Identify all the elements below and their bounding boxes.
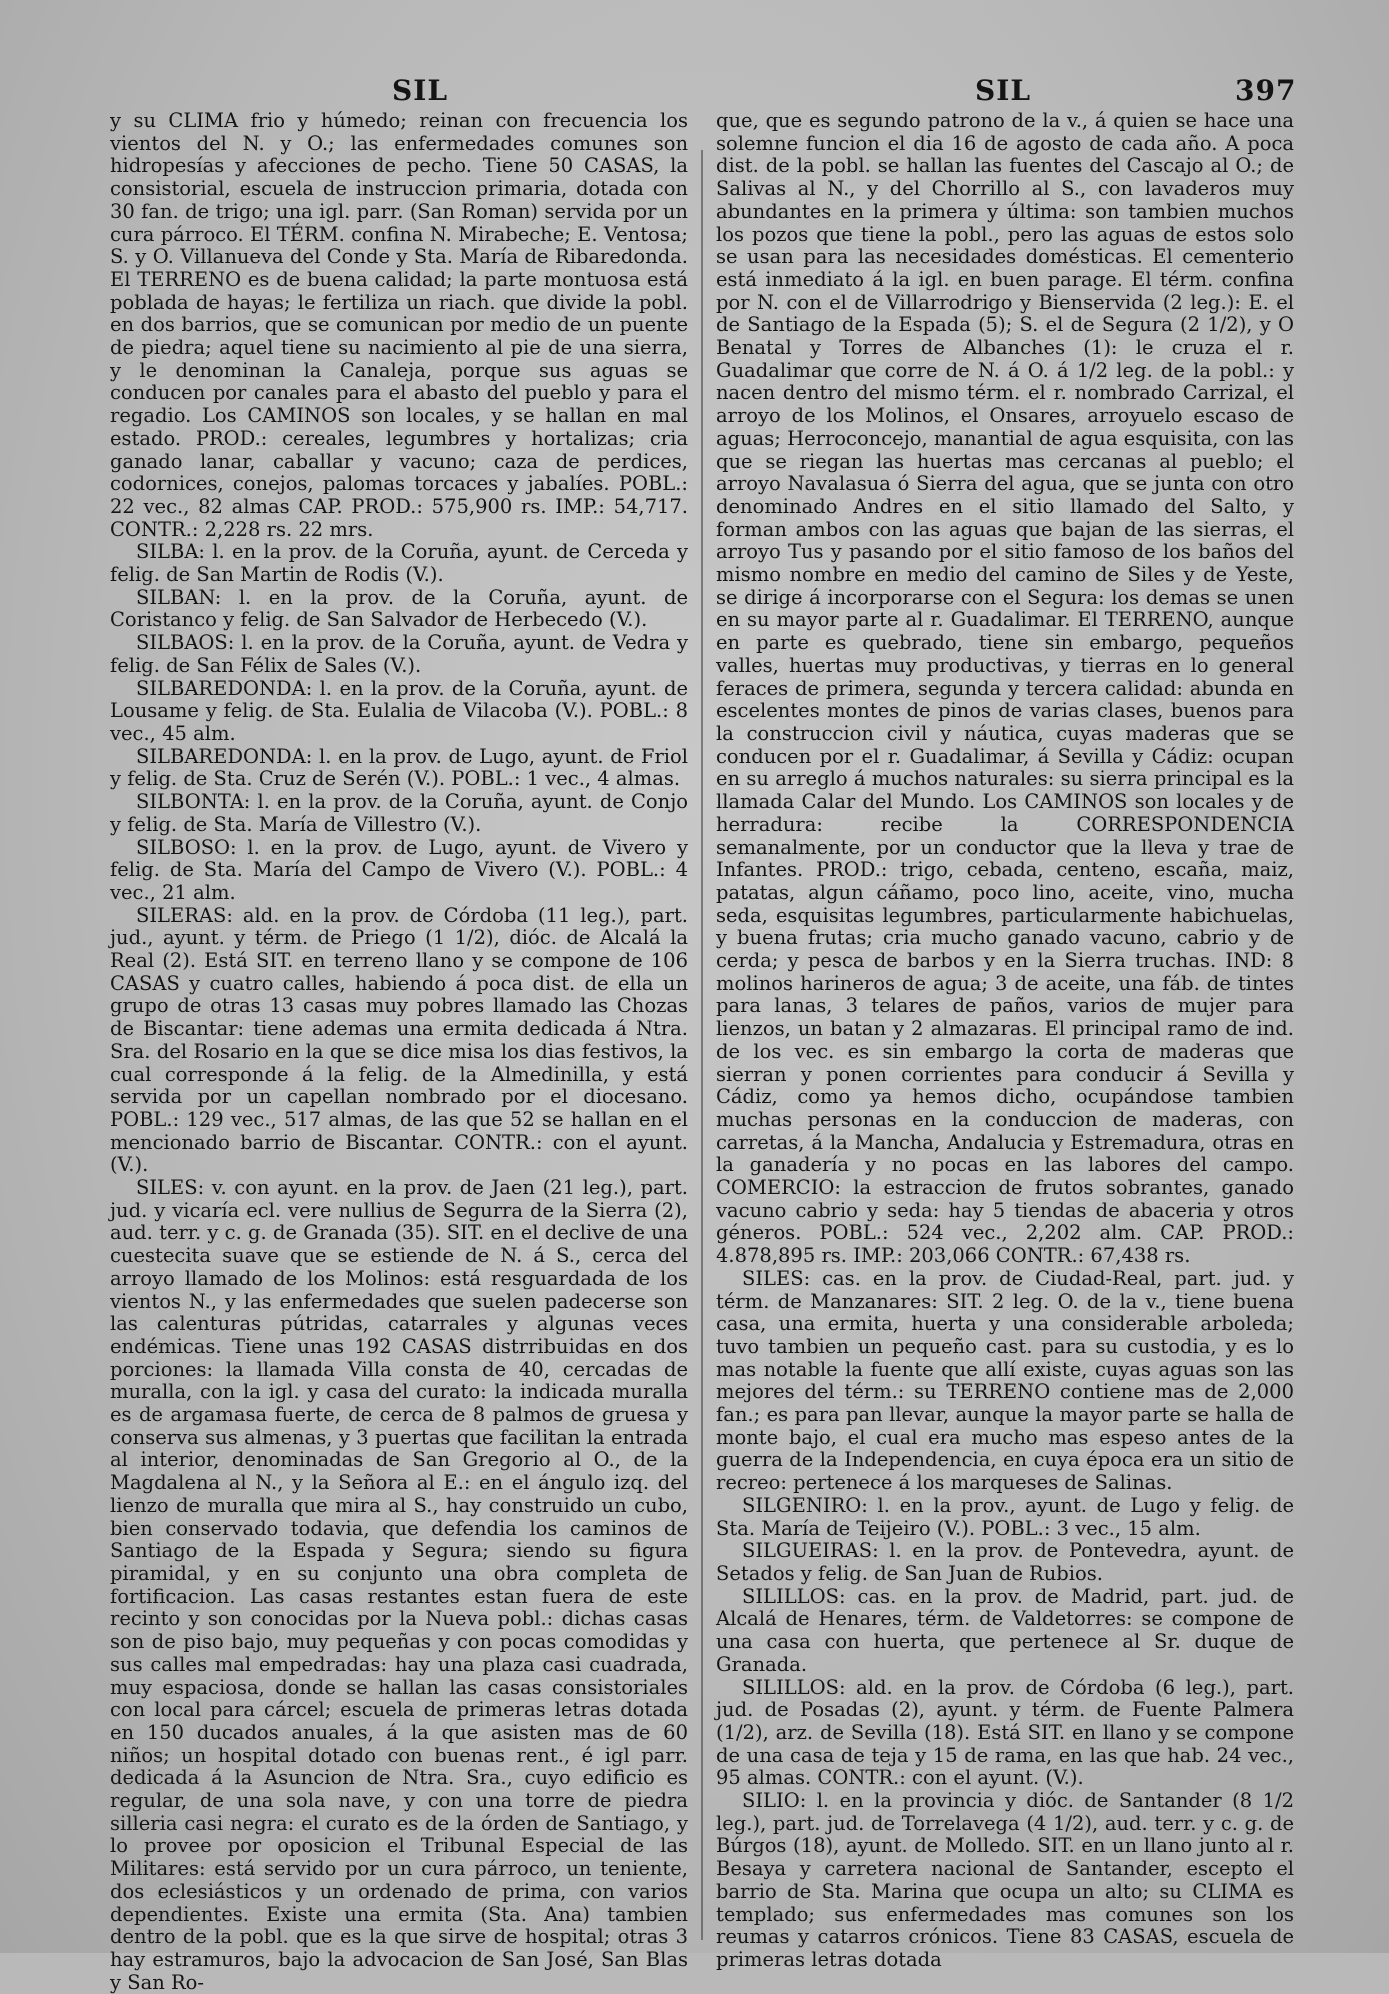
entry-silgueiras: SILGUEIRAS: l. en la prov. de Pontevedra, ayunt. de Setados y felig. de San Juan de Rubios. [716, 1539, 1294, 1585]
entry-paragraph: y su CLIMA frio y húmedo; reinan con frecuencia los vientos del N. y O.; las enfermedades comunes son hidropesías y afecciones de pecho. Tiene 50 CASAS, la consistorial, escuela de instruccion primaria, dotada con 30 fan. de trigo; una igl. parr. (San Roman) servida por un cura párroco. El TÉRM. confina N. Mirabeche; E. Ventosa; S. y O. Villanueva del Conde y Sta. María de Ribaredonda. El TERRENO es de buena calidad; la parte montuosa está poblada de hayas; le fertiliza un riach. que divide la pobl. en dos barrios, que se comunican por medio de un puente de piedra; aquel tiene su nacimiento al pie de una sierra, y le denominan la Canaleja, porque sus aguas se conducen por canales para el abasto del pueblo y para el regadio. Los CAMINOS son locales, y se hallan en mal estado. PROD.: cereales, legumbres y hortalizas; cria ganado lanar, caballar y vacuno; caza de perdices, codornices, conejos, palomas torcaces y jabalíes. POBL.: 22 vec., 82 almas CAP. PROD.: 575,900 rs. IMP.: 54,717. CONTR.: 2,228 rs. 22 mrs. [110, 109, 688, 541]
entry-silbaos: SILBAOS: l. en la prov. de la Coruña, ayunt. de Vedra y felig. de San Félix de Sales (V.). [110, 631, 688, 677]
entry-siles-jaen: SILES: v. con ayunt. en la prov. de Jaen (21 leg.), part. jud. y vicaría ecl. vere nullius de Segurra de la Sierra (2), aud. terr. y c. g. de Granada (35). SIT. en el declive de una cuestecita suave que se estiende de N. á S., cerca del arroyo llamado de los Molinos: está resguardada de los vientos N., y las enfermedades que suelen padecerse son las calenturas pútridas, catarrales y algunas veces endémicas. Tiene unas 192 CASAS distrribuidas en dos porciones: la llamada Villa consta de 40, cercadas de muralla, con la igl. y casa del curato: la indicada muralla es de argamasa fuerte, de cerca de 8 palmos de gruesa y conserva sus almenas, y 3 puertas que facilitan la entrada al interior, denominadas de San Gregorio al O., de la Magdalena al N., y la Señora al E.: en el ángulo izq. del lienzo de muralla que mira al S., hay construido un cubo, bien conservado todavia, que defendia los caminos de Santiago de la Espada y Segura; siendo su figura piramidal, y en su conjunto una obra completa de fortificacion. Las casas restantes estan fuera de este recinto y son conocidas por la Nueva pobl.: dichas casas son de piso bajo, muy pequeñas y con pocas comodidas y sus calles mal empedradas: hay una plaza casi cuadrada, muy espaciosa, donde se hallan las casas consistoriales con local para cárcel; escuela de primeras letras dotada en 150 ducados anuales, á la que asisten mas de 60 niños; un hospital dotado con buenas rent., é igl parr. dedicada á la Asuncion de Ntra. Sra., cuyo edificio es regular, de una sola nave, y con una torre de piedra silleria casi negra: el curato es de la órden de Santiago, y lo provee por oposicion el Tribunal Especial de las Militares: está servido por un cura párroco, un teniente, dos eclesiásticos y un ordenado de prima, con varios dependientes. Existe una ermita (Sta. Ana) tambien dentro de la pobl. que es la que sirve de hospital; otras 3 hay estramuros, bajo la advocacion de San José, San Blas y San Ro- [110, 1176, 688, 1994]
entry-siles-ciudad-real: SILES: cas. en la prov. de Ciudad-Real, part. jud. y térm. de Manzanares: SIT. 2 leg. O. de la v., tiene buena casa, una ermita, huerta y una considerable arboleda; tuvo tambien un pequeño cast. para su custodia, y es lo mas notable la fuente que allí existe, cuyas aguas son las mejores del térm.: su TERRENO contiene mas de 2,000 fan.; es para pan llevar, aunque la mayor parte se halla de monte bajo, el cual era mucho mas espeso antes de la guerra de la Independencia, en cuya época era un sitio de recreo: pertenece á los marqueses de Salinas. [716, 1266, 1294, 1495]
left-column [110, 109, 688, 1994]
entry-silban: SILBAN: l. en la prov. de la Coruña, ayunt. de Coristanco y felig. de San Salvador de Herbecedo (V.). [110, 585, 688, 632]
entry-silillos-madrid: SILILLOS: cas. en la prov. de Madrid, part. jud. de Alcalá de Henares, térm. de Valdetorres: se compone de una casa con huerta, que pertenece al Sr. duque de Granada. [716, 1584, 1294, 1676]
page-number: 397 [1235, 74, 1297, 107]
entry-continuation: que, que es segundo patrono de la v., á quien se hace una solemne funcion el dia 16 de agosto de cada año. A poca dist. de la pobl. se hallan las fuentes del Cascajo al O.; de Salivas al N., y del Chorrillo al S., con lavaderos muy abundantes en la primera y última: son tambien muchos los pozos que tiene la pobl., pero las aguas de estos solo se usan para las necesidades domésticas. El cementerio está inmediato á la igl. en buen parage. El térm. confina por N. con el de Villarrodrigo y Bienservida (2 leg.): E. el de Santiago de la Espada (5); S. el de Segura (2 1/2), y O Benatal y Torres de Albanches (1): le cruza el r. Guadalimar que corre de N. á O. á 1/2 leg. de la pobl.: y nacen dentro del mismo térm. el r. nombrado Carrizal, el arroyo de los Molinos, el Onsares, arroyuelo escaso de aguas; Herroconcejo, manantial de agua esquisita, con las que se riegan las huertas mas cercanas al pueblo; el arroyo Navalasua ó Sierra del agua, que se junta con otro denominado Andres en el sitio llamado del Salto, y forman ambos con las aguas que bajan de las sierras, el arroyo Tus y pasando por el sitio famoso de los baños del mismo nombre en medio del camino de Siles y de Yeste, se dirige á incorporarse con el Segura: los demas se unen en su mayor parte al r. Guadalimar. El TERRENO, aunque en parte es quebrado, tiene sin embargo, pequeños valles, huertas muy productivas, y tierras en lo general feraces de primera, segunda y tercera calidad: abunda en escelentes montes de pinos de varias clases, buenos para la construccion civil y náutica, cuyas maderas que se conducen por el r. Guadalimar, á Sevilla y Cádiz: ocupan en su arreglo á muchos naturales: su sierra principal es la llamada Calar del Mundo. Los CAMINOS son locales y de herradura: recibe la CORRESPONDENCIA semanalmente, por un conductor que la lleva y trae de Infantes. PROD.: trigo, cebada, centeno, escaña, maiz, patatas, algun cáñamo, poco lino, aceite, vino, mucha seda, esquisitas legumbres, particularmente habichuelas, y buena frutas; cria mucho ganado vacuno, cabrio y de cerda; y pesca de barbos y en la Sierra truchas. IND: 8 molinos harineros de agua; 3 de aceite, una fáb. de tintes para lanas, 3 telares de paños, varios de mujer para lienzos, un batan y 2 almazaras. El principal ramo de ind. de los vec. es sin embargo la corta de maderas que sierran y ponen corrientes para conducir á Sevilla y Cádiz, como ya hemos dicho, ocupándose tambien muchas personas en la conduccion de maderas, con carretas, á la Mancha, Andalucia y Estremadura, otras en la ganadería y no pocas en las labores del campo. COMERCIO: la estraccion de frutos sobrantes, ganado vacuno cabrio y seda: hay 5 tiendas de abaceria y otros géneros. POBL.: 524 vec., 2,202 alm. CAP. PROD.: 4.878,895 rs. IMP.: 203,066 CONTR.: 67,438 rs. [716, 109, 1294, 1268]
entry-silbaredonda-coruna: SILBAREDONDA: l. en la prov. de la Coruña, ayunt. de Lousame y felig. de Sta. Eulalia de Vilacoba (V.). POBL.: 8 vec., 45 alm. [110, 676, 688, 745]
entry-silboso: SILBOSO: l. en la prov. de Lugo, ayunt. de Vivero y felig. de Sta. María del Campo de Vivero (V.). POBL.: 4 vec., 21 alm. [110, 835, 688, 904]
entry-silbaredonda-lugo: SILBAREDONDA: l. en la prov. de Lugo, ayunt. de Friol y felig. de Sta. Cruz de Serén (V.). POBL.: 1 vec., 4 almas. [110, 744, 688, 791]
right-column [716, 109, 1294, 1971]
running-header-left: SIL [392, 74, 449, 107]
entry-silgeniro: SILGENIRO: l. en la prov., ayunt. de Lugo y felig. de Sta. María de Teijeiro (V.). POBL.: 3 vec., 15 alm. [716, 1493, 1294, 1540]
entry-silba: SILBA: l. en la prov. de la Coruña, ayunt. de Cerceda y felig. de San Martin de Rodis (V.). [110, 540, 688, 587]
entry-sileras: SILERAS: ald. en la prov. de Córdoba (11 leg.), part. jud., ayunt. y térm. de Priego (1 1/2), dióc. de Alcalá la Real (2). Está SIT. en terreno llano y se compone de 106 CASAS y cuatro calles, habiendo á poca dist. de ella un grupo de otras 13 casas muy pobres llamado las Chozas de Biscantar: tiene ademas una ermita dedicada á Ntra. Sra. del Rosario en la que se dice misa los dias festivos, la cual corresponde á la felig. de la Almedinilla, y está servida por un capellan nombrado por el diocesano. POBL.: 129 vec., 517 almas, de las que 52 se hallan en el mencionado barrio de Biscantar. CONTR.: con el ayunt. (V.). [110, 903, 688, 1177]
entry-silio: SILIO: l. en la provincia y dióc. de Santander (8 1/2 leg.), part. jud. de Torrelavega (4 1/2), aud. terr. y c. g. de Búrgos (18), ayunt. de Molledo. SIT. en un llano junto al r. Besaya y carretera nacional de Santander, escepto el barrio de Sta. Marina que ocupa un alto; su CLIMA es templado; sus enfermedades mas comunes son los reumas y catarros crónicos. Tiene 83 CASAS, escuela de primeras letras dotada [716, 1789, 1294, 1971]
column-divider [701, 150, 703, 1940]
entry-silillos-cordoba: SILILLOS: ald. en la prov. de Córdoba (6 leg.), part. jud. de Posadas (2), ayunt. y térm. de Fuente Palmera (1/2), arz. de Sevilla (18). Está SIT. en llano y se compone de una casa de teja y 15 de rama, en las que hab. 24 vec., 95 almas. CONTR.: con el ayunt. (V.). [716, 1675, 1294, 1790]
entry-silbonta: SILBONTA: l. en la prov. de la Coruña, ayunt. de Conjo y felig. de Sta. María de Villestro (V.). [110, 790, 688, 836]
running-header-center: SIL [975, 74, 1032, 107]
